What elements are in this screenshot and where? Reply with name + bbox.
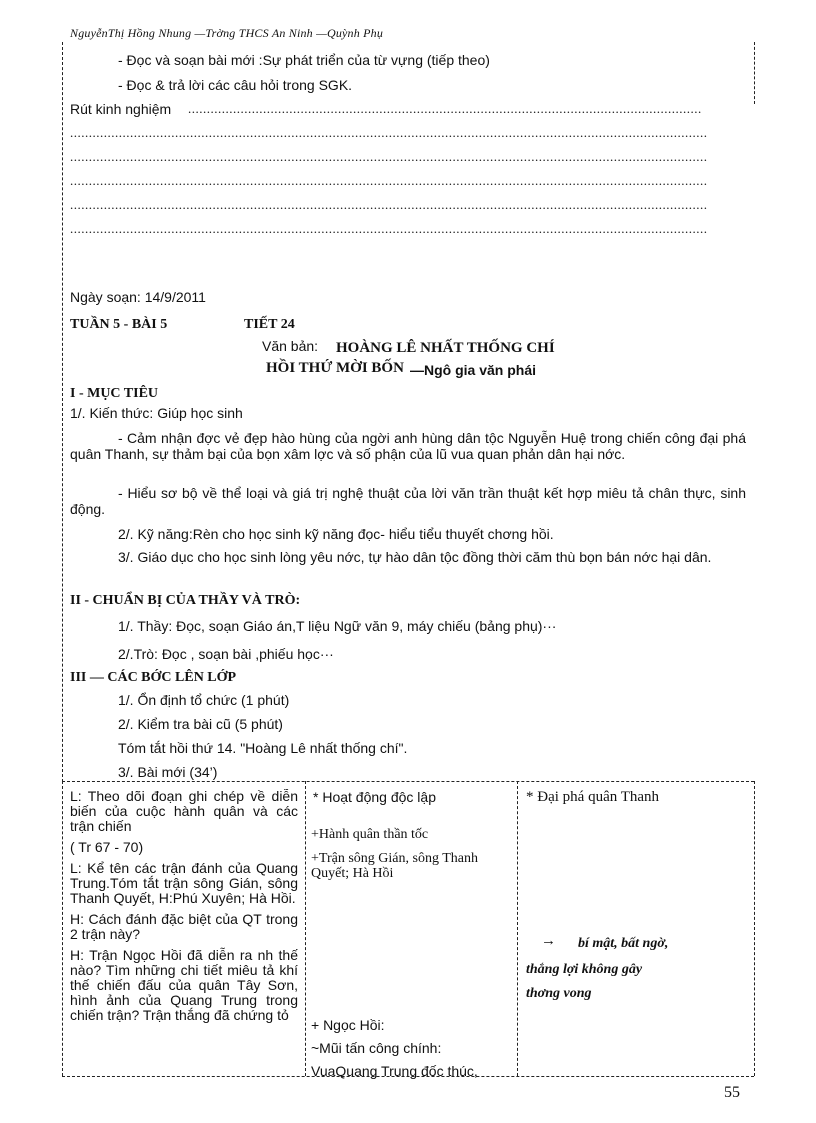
content-line: thắng lợi không gây bbox=[526, 962, 643, 977]
activity-quang-trung: VuaQuang Trung đốc thúc, bbox=[311, 1063, 478, 1079]
dotted-line: .......................................................................................................................................................................... bbox=[70, 173, 708, 188]
table-col-divider bbox=[305, 781, 306, 1076]
dotted-line: .......................................................................................................................................................................... bbox=[70, 197, 708, 212]
dotted-line: ......................................................................................................................................... bbox=[188, 101, 702, 116]
ngay-soan: Ngày soạn: 14/9/2011 bbox=[70, 289, 206, 305]
section-1-sub: 1/. Kiến thức: Giúp học sinh bbox=[70, 405, 243, 421]
van-ban-label: Văn bản: bbox=[262, 338, 319, 354]
tiet-label: TIẾT 24 bbox=[244, 317, 295, 332]
objective-paragraph: - Hiểu sơ bộ về thể loại và giá trị nghệ thuật của lời văn trần thuật kết hợp miêu tả chân thực, sinh động. bbox=[70, 485, 746, 517]
table-col-teacher bbox=[70, 789, 298, 1075]
content-heading: * Đại phá quân Thanh bbox=[526, 789, 660, 805]
student-prep: 2/.Trò: Đọc , soạn bài ,phiếu học··· bbox=[118, 646, 334, 662]
rut-kinh-nghiem-label: Rút kinh nghiệm bbox=[70, 101, 172, 117]
content-line: thơng vong bbox=[526, 986, 592, 1001]
question: L: Theo dõi đoạn ghi chép về diễn biến của cuộc hành quân và các trận chiến bbox=[70, 789, 298, 834]
objective-paragraph: - Cảm nhận đợc vẻ đẹp hào hùng của ngời anh hùng dân tộc Nguyễn Huệ trong chiến công đại phá quân Thanh, sự thảm bại của bọn xâm lợc và số phận của lũ vua quan phản dân hại nớc. bbox=[70, 430, 746, 462]
activity-label: * Hoạt động độc lập bbox=[313, 789, 436, 805]
question: ( Tr 67 - 70) bbox=[70, 839, 144, 855]
activity-battles: +Trận sông Gián, sông Thanh Quyết; Hà Hồi bbox=[311, 851, 478, 881]
skills-line: 2/. Kỹ năng:Rèn cho học sinh kỹ năng đọc- hiểu tiểu thuyết chơng hồi. bbox=[118, 526, 554, 542]
dotted-line: .......................................................................................................................................................................... bbox=[70, 149, 708, 164]
step-1: 1/. Ổn định tổ chức (1 phút) bbox=[118, 692, 290, 708]
page-number: 55 bbox=[724, 1084, 740, 1101]
table-top-border bbox=[62, 781, 754, 782]
section-1-heading: I - MỤC TIÊU bbox=[70, 386, 159, 401]
frame-left-border bbox=[62, 42, 63, 782]
teacher-prep: 1/. Thầy: Đọc, soạn Giáo án,T liệu Ngữ văn 9, máy chiếu (bảng phụ)··· bbox=[118, 618, 557, 634]
dotted-line: .......................................................................................................................................................................... bbox=[70, 125, 708, 140]
step-3: 3/. Bài mới (34’) bbox=[118, 764, 218, 780]
dotted-line: .......................................................................................................................................................................... bbox=[70, 221, 708, 236]
step-2: 2/. Kiểm tra bài cũ (5 phút) bbox=[118, 716, 283, 732]
title-main: HOÀNG LÊ NHẤT THỐNG CHÍ bbox=[336, 340, 555, 356]
step-summary: Tóm tắt hồi thứ 14. "Hoàng Lê nhất thống chí". bbox=[118, 740, 408, 756]
homework-line-1: - Đọc và soạn bài mới :Sự phát triển của từ vựng (tiếp theo) bbox=[118, 52, 490, 68]
section-2-heading: II - CHUẨN BỊ CỦA THẦY VÀ TRÒ: bbox=[70, 593, 301, 608]
section-3-heading: III — CÁC BỚC LÊN LỚP bbox=[70, 670, 237, 685]
table-right-border bbox=[754, 781, 755, 1076]
education-paragraph: 3/. Giáo dục cho học sinh lòng yêu nớc, tự hào dân tộc đồng thời căm thù bọn bán nớc hại dân. bbox=[118, 549, 712, 565]
question: L: Kể tên các trận đánh của Quang Trung.Tóm tắt trận sông Gián, sông Thanh Quyết, H:Phú Xuyên; Hà Hồi. bbox=[70, 860, 298, 906]
homework-line-2: - Đọc & trả lời các câu hỏi trong SGK. bbox=[118, 77, 353, 93]
page-header: NguyễnThị Hồng Nhung —Trờng THCS An Ninh —Quỳnh Phụ bbox=[70, 26, 384, 40]
frame-right-border bbox=[754, 42, 755, 104]
table-left-border bbox=[62, 781, 63, 1076]
content-line: bí mật, bất ngờ, bbox=[578, 936, 669, 951]
question: H: Trận Ngọc Hồi đã diễn ra nh thế nào? Tìm những chi tiết miêu tả khí thế chiến đấu của quân Tây Sơn, hình ảnh của Quang Trung trong chiến trận? Trận thắng đã chứng tỏ bbox=[70, 947, 298, 1023]
activity-march: +Hành quân thần tốc bbox=[311, 827, 429, 842]
title-chapter: HỒI THỨ MỜI BỐN bbox=[266, 360, 404, 376]
author: —Ngô gia văn phái bbox=[410, 362, 537, 378]
tuan-label: TUẦN 5 - BÀI 5 bbox=[70, 317, 168, 332]
activity-ngoc-hoi: + Ngọc Hồi: bbox=[311, 1017, 385, 1033]
table-col-divider bbox=[517, 781, 518, 1076]
activity-main-attack: ~Mũi tấn công chính: bbox=[311, 1040, 442, 1056]
question: H: Cách đánh đặc biệt của QT trong 2 trận này? bbox=[70, 911, 298, 942]
arrow-icon: → bbox=[541, 933, 556, 949]
